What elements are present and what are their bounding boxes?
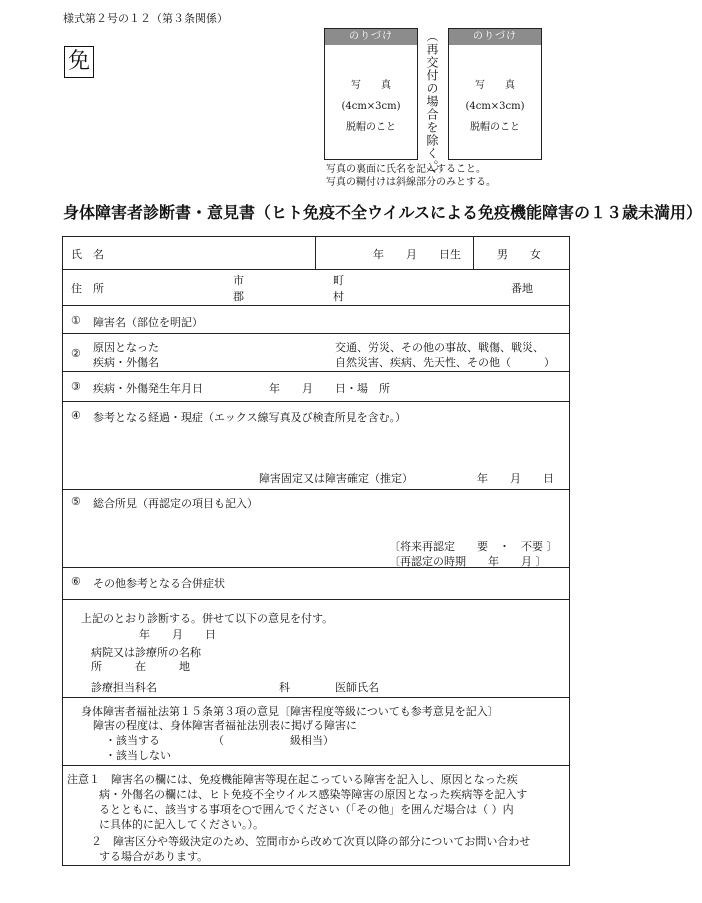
note-1-line-4: に具体的に記入してください。）。	[99, 818, 264, 831]
cause-label-2: 疾病・外傷名	[93, 356, 159, 369]
banchi-label: 番地	[511, 282, 533, 295]
photo-label: 写 真	[351, 80, 391, 91]
recertification-required[interactable]: 〔将来再認定 要 ・ 不要 〕	[389, 540, 558, 553]
photo-note-1: 写真の裏面に氏名を記入すること。	[326, 164, 486, 175]
note-1-line-3: るとともに、該当する事項を○で囲んでください（「その他」を囲んだ場合は（ ）内	[99, 803, 514, 816]
photo-label: 写 真	[475, 80, 515, 91]
fixed-date-field[interactable]: 年 月 日	[477, 472, 554, 485]
address-label: 住 所	[71, 282, 104, 295]
form-table	[62, 236, 570, 866]
city-label: 市	[233, 274, 244, 287]
history-label: 参考となる経過・現症（エックス線写真及び検査所見を含む。）	[93, 411, 407, 424]
diagnosis-statement: 上記のとおり診断する。併せて以下の意見を付す。	[81, 612, 334, 625]
onset-date-label: 疾病・外傷発生年月日	[93, 382, 203, 395]
photo-hat-note: 脱帽のこと	[470, 122, 520, 133]
photo-hat-note: 脱帽のこと	[346, 122, 396, 133]
disability-name-label: 障害名（部位を明記）	[93, 316, 203, 329]
glue-tab: のりづけ	[325, 29, 417, 45]
grade-field[interactable]: （ 級相当）	[213, 734, 334, 747]
cause-options-1[interactable]: 交通、労災、その他の事故、戦傷、戦災、	[335, 341, 544, 354]
town-label: 町	[333, 274, 344, 287]
county-label: 郡	[233, 290, 244, 303]
note-2-line-1: ２ 障害区分や等級決定のため、笠間市から改めて次頁以降の部分についてお問い合わせ	[91, 835, 531, 848]
complications-label: その他参考となる合併症状	[93, 577, 225, 590]
photo-size: (4cm×3cm)	[341, 101, 401, 112]
diagnosis-date[interactable]: 年 月 日	[139, 628, 216, 641]
hospital-name-label: 病院又は診療所の名称	[91, 646, 201, 659]
note-2-line-2: する場合があります。	[99, 850, 209, 863]
exemption-mark: 免	[64, 46, 94, 78]
row3-number: ③	[71, 380, 81, 393]
cause-label-1: 原因となった	[93, 341, 159, 354]
form-number: 様式第２号の１２（第３条関係）	[63, 12, 228, 25]
sex-field[interactable]: 男 女	[497, 248, 541, 261]
department-suffix: 科	[279, 681, 290, 694]
option-applies[interactable]: ・該当する	[105, 734, 160, 747]
hospital-location-label: 所 在 地	[91, 660, 190, 673]
form-title: 身体障害者診断書・意見書（ヒト免疫不全ウイルスによる免疫機能障害の１３歳未満用）	[63, 203, 702, 222]
cause-options-2[interactable]: 自然災害、疾病、先天性、その他（ ）	[335, 356, 555, 369]
overall-findings-label: 総合所見（再認定の項目も記入）	[93, 497, 258, 510]
note-1-line-1: 注意１ 障害名の欄には、免疫機能障害等現在起こっている障害を記入し、原因となった疾	[67, 773, 518, 786]
option-not-applies[interactable]: ・該当しない	[105, 749, 171, 762]
row6-number: ⑥	[71, 575, 81, 588]
birth-date-field[interactable]: 年 月 日生	[373, 248, 461, 261]
row5-number: ⑤	[71, 495, 81, 508]
department-label: 診療担当科名	[91, 681, 157, 694]
photo-box-right	[448, 28, 542, 160]
opinion-heading: 身体障害者福祉法第１５条第３項の意見〔障害程度等級についても参考意見を記入〕	[81, 705, 499, 718]
recertification-date[interactable]: 〔再認定の時期 年 月 〕	[389, 555, 547, 568]
name-label: 氏 名	[71, 248, 104, 261]
row2-number: ②	[71, 347, 81, 360]
doctor-name-label: 医師氏名	[335, 681, 379, 694]
photo-note-2: 写真の糊付けは斜線部分のみとする。	[326, 177, 496, 188]
opinion-degree: 障害の程度は、身体障害者福祉法別表に掲げる障害に	[93, 719, 357, 732]
row1-number: ①	[71, 314, 81, 327]
note-1-line-2: 病・外傷名の欄には、ヒト免疫不全ウイルス感染等障害の原因となった疾病等を記入す	[99, 788, 528, 801]
onset-date-field[interactable]: 年 月 日・場 所	[269, 382, 390, 395]
row4-number: ④	[71, 409, 81, 422]
glue-tab: のりづけ	[449, 29, 541, 45]
fixed-date-label: 障害固定又は障害確定（推定）	[259, 472, 413, 485]
village-label: 村	[333, 290, 344, 303]
photo-size: (4cm×3cm)	[465, 101, 525, 112]
photo-box-left	[324, 28, 418, 160]
reissue-note: （再交付の場合を除く。）	[425, 30, 439, 180]
